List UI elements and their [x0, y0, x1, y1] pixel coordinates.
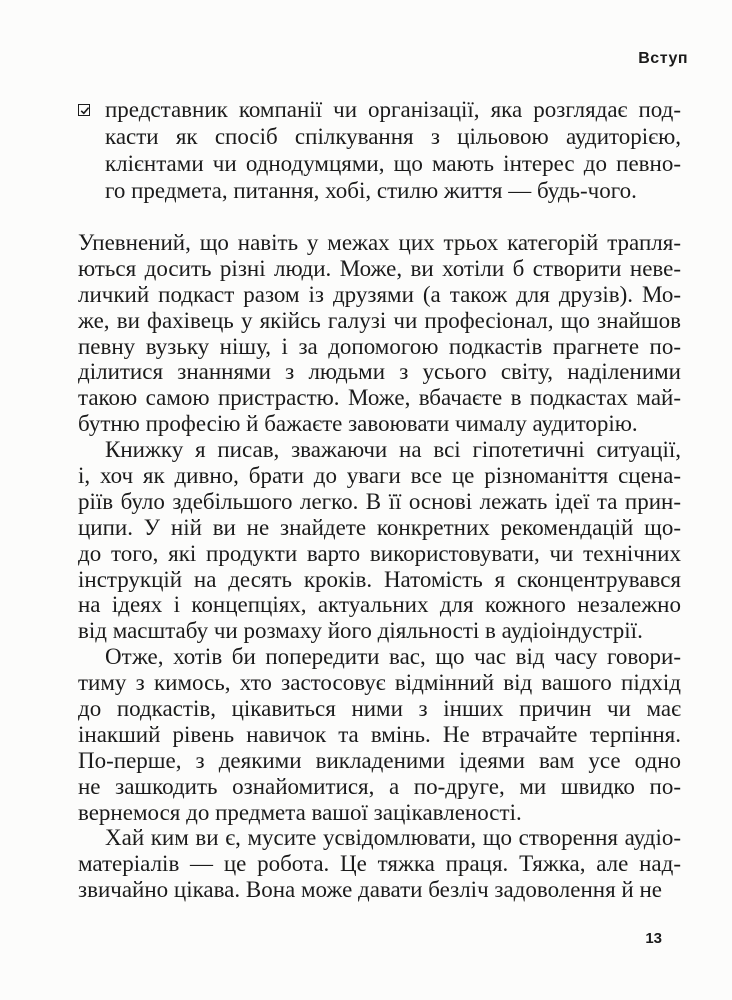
text-line: такою самою пристрастю. Може, вбачаєте в подкастах май-: [78, 385, 681, 411]
text-line: на ідеях і концепціях, актуальних для кожного незалежно: [78, 592, 681, 618]
text-line: же, ви фахівець у якійсь галузі чи професіонал, що знайшов: [78, 307, 681, 333]
text-line: Упевнений, що навіть у межах цих трьох категорій трапля-: [78, 230, 681, 255]
text-line: від масштабу чи розмаху його діяльності в аудіоіндустрії.: [78, 618, 643, 644]
paragraph: [78, 437, 681, 644]
text-line: інакший рівень навичок та вмінь. Не втрачайте терпіння.: [78, 721, 681, 747]
paragraph: [78, 825, 681, 903]
text-line: ділитися знаннями з людьми з усього світу, наділеними: [78, 359, 681, 385]
text-line: ються досить різні люди. Може, ви хотіли б створити неве-: [78, 255, 681, 281]
text-line: і, хоч як дивно, брати до уваги все це різноманіття сцена-: [78, 463, 681, 489]
text-line: Книжку я писав, зважаючи на всі гіпотетичні ситуації,: [105, 437, 681, 463]
text-line: личкий подкаст разом із друзями (а також для друзів). Мо-: [78, 281, 681, 307]
text-line: касти як спосіб спілкування з цільовою аудиторією,: [105, 124, 681, 149]
text-line: не зашкодить ознайомитися, а по-друге, ми швидко по-: [78, 773, 681, 799]
text-line: тиму з кимось, хто застосовує відмінний від вашого підхід: [78, 670, 681, 696]
text-line: до подкастів, цікавиться ними з інших причин чи має: [78, 696, 681, 722]
page-number: 13: [645, 930, 662, 947]
body-text: [78, 230, 681, 903]
paragraph: [78, 230, 681, 437]
paragraph: [78, 644, 681, 825]
checkbox-checked-icon: [78, 104, 90, 116]
text-line: інструкцій на десять кроків. Натомість я сконцентрувався: [78, 566, 681, 592]
bullet-list-item: [78, 96, 681, 204]
bullet-text: [105, 96, 681, 204]
text-line: до того, які продукти варто використовувати, чи технічних: [78, 540, 681, 566]
text-line: Хай ким ви є, мусите усвідомлювати, що створення аудіо-: [105, 825, 681, 851]
running-head: Вступ: [638, 50, 688, 67]
text-line: Отже, хотів би попередити вас, що час від часу говори-: [105, 644, 681, 670]
text-line: бутню професію й бажаєте завоювати чималу аудиторію.: [78, 411, 638, 437]
text-line: матеріалів — це робота. Це тяжка праця. Тяжка, але над-: [78, 851, 681, 877]
text-line: певну вузьку нішу, і за допомогою подкастів прагнете по-: [78, 333, 681, 359]
text-line: представник компанії чи організації, яка розглядає под-: [105, 97, 681, 122]
text-line: ріїв було здебільшого легко. В її основі лежать ідеї та прин-: [78, 488, 681, 514]
text-line: По-перше, з деякими викладеними ідеями вам усе одно: [78, 747, 681, 773]
text-line: вернемося до предмета вашої зацікавленості.: [78, 799, 522, 825]
text-line: го предмета, питання, хобі, стилю життя — будь-чого.: [105, 178, 637, 203]
text-line: клієнтами чи однодумцями, що мають інтерес до певно-: [105, 151, 681, 176]
text-line: ципи. У ній ви не знайдете конкретних рекомендацій що-: [78, 514, 681, 540]
text-line: звичайно цікава. Вона може давати безліч задоволення й не: [78, 877, 662, 903]
